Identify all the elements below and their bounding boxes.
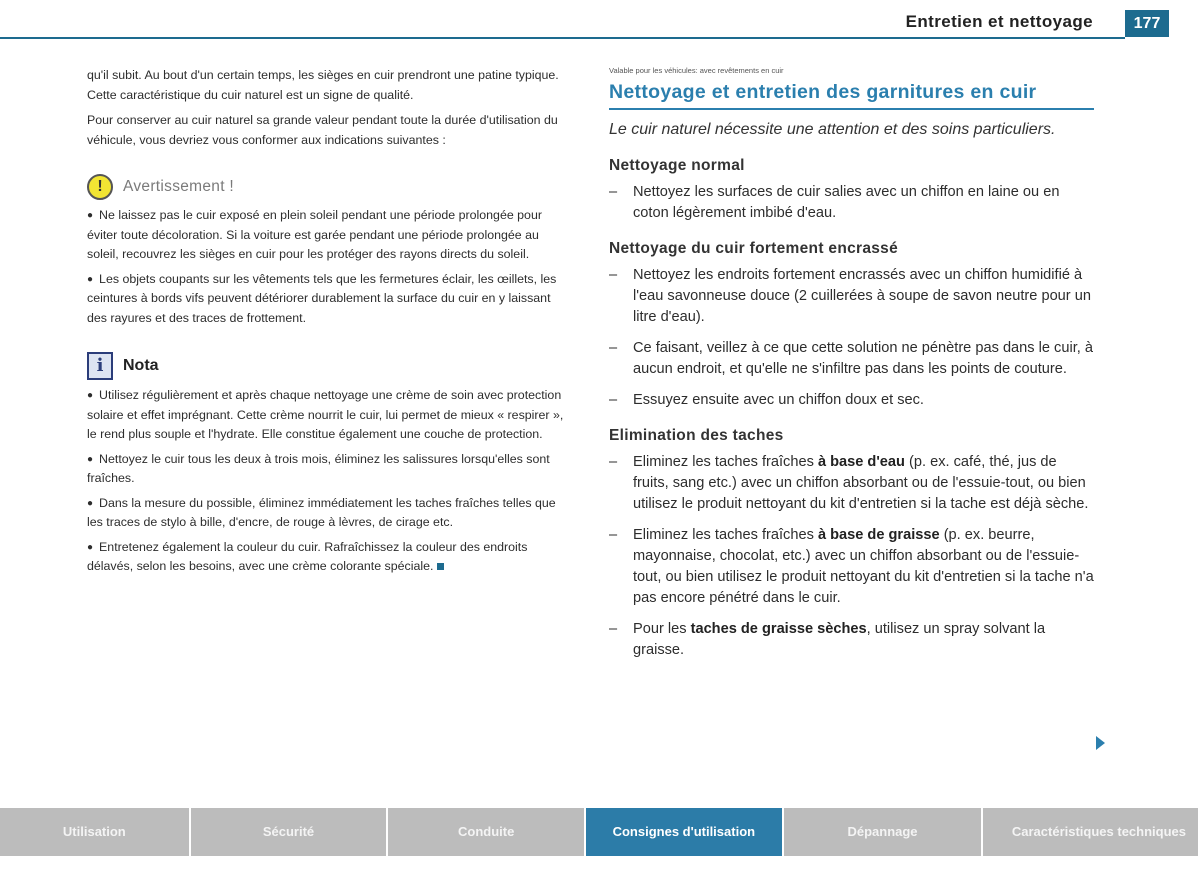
note-bullet: ● Utilisez régulièrement et après chaque nettoyage une crème de soin avec protection solaire et effet imprégnant. Cette crème nourrit le cuir, lui permet de mieux « respirer », le rend plus souple et l'hydrate. Elle constitue également une couche de protection. (87, 388, 564, 441)
section-intro: Le cuir naturel nécessite une attention et des soins particuliers. (609, 121, 1056, 138)
bullet-dot-icon: ● (87, 273, 94, 285)
list-item: – Nettoyez les surfaces de cuir salies avec un chiffon en laine ou en coton légèrement imbibé d'eau. (609, 184, 1060, 221)
bullet-dot-icon: ● (87, 210, 94, 221)
header-rule (0, 37, 1125, 39)
list-item: – Pour les taches de graisse sèches, utilisez un spray solvant la graisse. (609, 621, 1046, 658)
page-header (0, 0, 1200, 40)
warning-header (87, 174, 569, 200)
bullet-dot-icon: ● (87, 390, 94, 401)
dash-marker: – (609, 184, 618, 200)
paragraph: qu'il subit. Au bout d'un certain temps, les sièges en cuir prendront une patine typique. Cette caractéristique du cuir naturel est un signe de qualité. (87, 68, 559, 102)
bullet-dot-icon: ● (87, 541, 94, 553)
note-bullet: ● Nettoyez le cuir tous les deux à trois mois, éliminez les salissures lorsqu'elles sont fraîches. (87, 451, 550, 485)
list-item: – Nettoyez les endroits fortement encrassés avec un chiffon humidifié à l'eau savonneuse douce (2 cuillerées à soupe de savon neutre pour un litre d'eau). (609, 267, 1091, 325)
dash-marker: – (609, 621, 618, 637)
nav-tab-conduite[interactable]: Conduite (388, 808, 584, 856)
left-column (87, 66, 569, 582)
note-bullet: ● Dans la mesure du possible, éliminez immédiatement les taches fraîches telles que les traces de stylo à bille, d'encre, de rouge à lèvres, de cirage etc. (87, 495, 556, 529)
subheading-heavy: Nettoyage du cuir fortement encrassé (609, 240, 899, 257)
nav-tab-caracteristiques[interactable]: Caractéristiques techniques (983, 808, 1198, 856)
info-icon: i (87, 352, 113, 380)
nav-tab-securite[interactable]: Sécurité (191, 808, 387, 856)
chapter-title: Entretien et nettoyage (905, 12, 1093, 31)
right-column (609, 66, 1094, 671)
section-title: Nettoyage et entretien des garnitures en cuir (609, 80, 1094, 110)
note-label: Nota (123, 357, 159, 375)
warning-label: Avertissement ! (123, 178, 235, 196)
warning-bullet: ● Les objets coupants sur les vêtements tels que les fermetures éclair, les œillets, les ceintures à bords vifs peuvent détériorer durablement la surface du cuir en y laissant des rayures et des traces de frottement. (87, 271, 557, 325)
nav-tab-depannage[interactable]: Dépannage (784, 808, 982, 856)
nav-tab-consignes[interactable]: Consignes d'utilisation (586, 808, 782, 856)
note-bullet: ● Entretenez également la couleur du cuir. Rafraîchissez la couleur des endroits délavés, selon les besoins, avec une crème colorante spéciale. (87, 539, 528, 573)
dash-marker: – (609, 454, 618, 470)
warning-bullet: ● Ne laissez pas le cuir exposé en plein soleil pendant une période prolongée pour éviter toute décoloration. Si la voiture est garée pendant une période prolongée au soleil, recouvrez les sièges en cuir pour les protéger des rayons directs du soleil. (87, 208, 542, 261)
list-item: – Eliminez les taches fraîches à base de graisse (p. ex. beurre, mayonnaise, chocolat, etc.) avec un chiffon absorbant ou de l'essuie-tout, ou bien utilisez le produit nettoyant du kit d'entretien si la tache n'a pas encore pénétré dans le cuir. (609, 527, 1094, 606)
subheading-normal: Nettoyage normal (609, 157, 745, 174)
subheading-stains: Elimination des taches (609, 427, 784, 444)
dash-marker: – (609, 392, 618, 408)
chapter-nav (0, 808, 1200, 856)
list-item: – Ce faisant, veillez à ce que cette solution ne pénètre pas dans le cuir, à aucun endroit, et qu'elle ne s'infiltre pas dans les points de couture. (609, 340, 1093, 377)
paragraph: Pour conserver au cuir naturel sa grande valeur pendant toute la durée d'utilisation du véhicule, vous devriez vous conformer aux indications suivantes : (87, 113, 558, 147)
applies-to: Valable pour les véhicules: avec revêtements en cuir (609, 66, 784, 75)
bullet-dot-icon: ● (87, 453, 94, 465)
list-item: – Essuyez ensuite avec un chiffon doux et sec. (609, 390, 1094, 411)
list-item: – Eliminez les taches fraîches à base d'eau (p. ex. café, thé, jus de fruits, sang etc.) avec un chiffon absorbant ou de l'essuie-tout, ou bien utilisez le produit nettoyant du kit d'entretien si la tache est déjà sèche. (609, 454, 1089, 512)
nav-tab-utilisation[interactable]: Utilisation (0, 808, 189, 856)
dash-marker: – (609, 340, 618, 356)
next-page-arrow-icon[interactable] (1096, 736, 1105, 750)
dash-marker: – (609, 527, 618, 543)
page-number: 177 (1125, 10, 1169, 37)
dash-marker: – (609, 267, 618, 283)
end-marker-icon (437, 563, 444, 570)
exclamation-icon: ! (87, 174, 113, 200)
note-header (87, 352, 569, 380)
bullet-dot-icon: ● (87, 497, 94, 509)
